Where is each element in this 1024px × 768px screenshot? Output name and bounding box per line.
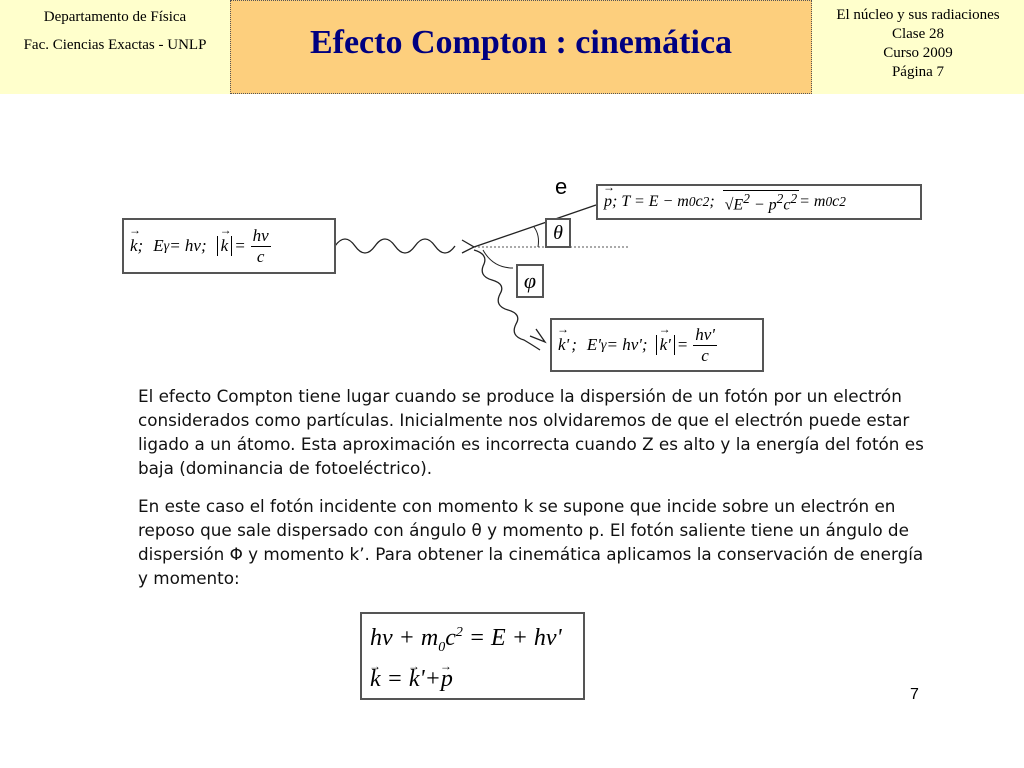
paragraph-intro: El efecto Compton tiene lugar cuando se produce la dispersión de un fotón por un electrón considerados como partículas. Inicialmente nos olvidaremos de que el electrón puede estar ligado a un átomo. Esta aproximación es incorrecta cuando Z es alto y la energía del fotón es baja (dominancia de fotoeléctrico). xyxy=(138,386,924,478)
incident-arrowhead xyxy=(462,240,474,253)
k-prime-magnitude xyxy=(656,335,675,355)
rest-mass-subscript-2: 0 xyxy=(825,194,833,209)
class-label: Clase 28 xyxy=(891,26,945,42)
gamma-subscript: γ xyxy=(163,237,170,254)
course-title: El núcleo y sus radiaciones xyxy=(836,7,1000,23)
faculty-label: Fac. Ciencias Exactas - UNLP xyxy=(23,37,207,53)
photon-energy: E xyxy=(153,236,164,255)
phi-symbol: φ xyxy=(523,268,537,293)
electron-label: e xyxy=(555,174,568,199)
root-p: − p xyxy=(749,196,777,214)
equals-2: = xyxy=(676,335,689,354)
rest-mass-sub: 0 xyxy=(438,639,446,655)
separator: ; xyxy=(709,193,715,210)
fraction-denominator: c xyxy=(256,246,265,266)
rest-mass: = m xyxy=(799,193,826,210)
root-e: E xyxy=(733,196,744,214)
department-label: Departamento de Física xyxy=(43,9,187,25)
fraction-denominator-2: c xyxy=(701,345,709,365)
phi-arc xyxy=(483,250,513,268)
gamma-subscript-2: γ xyxy=(600,336,607,353)
p-momentum: → p xyxy=(441,663,453,695)
energy-relation: = hν; xyxy=(169,236,207,255)
prime-plus: '+ xyxy=(419,666,441,693)
root-sup1: 2 xyxy=(743,190,750,206)
theta-arc xyxy=(534,227,539,247)
k-momentum: → k xyxy=(370,663,381,695)
c-symbol-2: c xyxy=(832,193,840,210)
scattered-arrowhead xyxy=(530,329,545,342)
fraction-numerator-2: hν' xyxy=(695,324,715,344)
page-title: Efecto Compton : cinemática xyxy=(309,24,733,61)
c-symbol: c xyxy=(695,193,703,210)
scattered-energy: E' xyxy=(586,335,601,354)
equals-3: = xyxy=(380,666,409,693)
prime-mark: ' xyxy=(565,335,570,354)
equals: = xyxy=(234,236,246,255)
electron-track xyxy=(474,205,596,247)
page-number: 7 xyxy=(910,686,919,703)
scattered-photon-box xyxy=(550,318,764,372)
fraction-numerator: hν xyxy=(252,225,269,245)
momentum-conservation xyxy=(370,663,453,695)
theta-symbol: θ xyxy=(553,221,563,244)
c-term: c xyxy=(445,624,456,651)
square-superscript-2: 2 xyxy=(839,194,846,209)
incident-photon-box xyxy=(122,218,336,274)
k-prime-vector: → k xyxy=(558,335,566,355)
energy-conservation xyxy=(370,617,562,664)
phi-box xyxy=(516,264,544,298)
scattered-energy-relation: = hν'; xyxy=(606,335,648,354)
k-prime-momentum: → k xyxy=(409,663,420,695)
theta-box xyxy=(545,218,571,248)
c-square: 2 xyxy=(455,624,463,640)
root-expression: $√E^2 - p^2c^2$ xyxy=(724,190,798,214)
root-sup2: 2 xyxy=(776,190,784,206)
k-vector-abs: → k xyxy=(221,236,229,256)
square-superscript: 2 xyxy=(702,194,710,209)
prime-mark-2: ' xyxy=(667,335,671,354)
conservation-equations xyxy=(360,612,585,700)
rest-mass-subscript: 0 xyxy=(688,194,696,209)
k-fraction xyxy=(251,226,271,267)
root-sup3: 2 xyxy=(790,190,798,206)
root-c: c xyxy=(783,196,791,214)
k-vector: → k xyxy=(130,236,138,256)
p-vector: → p xyxy=(604,193,612,211)
paragraph-kinematics: En este caso el fotón incidente con momento k se supone que incide sobre un electrón en reposo que sale dispersado con ángulo θ y momento p. El fotón saliente tiene un ángulo de dispersión Φ y momento k’. Para obtener la cinemática aplicamos la conservación de energía y momento: xyxy=(138,496,924,588)
k-magnitude xyxy=(217,236,233,256)
year-label: Curso 2009 xyxy=(883,45,953,61)
incident-photon-wave xyxy=(335,239,455,253)
k-prime-fraction xyxy=(693,325,717,366)
page-label: Página 7 xyxy=(891,64,945,80)
kinetic-energy: ; T = E − m xyxy=(612,193,689,210)
electron-box xyxy=(596,184,922,220)
energy-rhs: = E + hν' xyxy=(462,624,562,651)
k-prime-vector-abs: → k xyxy=(660,335,668,355)
separator: ; xyxy=(571,335,577,354)
energy-lhs: hν + m xyxy=(370,624,439,651)
separator: ; xyxy=(137,236,144,255)
